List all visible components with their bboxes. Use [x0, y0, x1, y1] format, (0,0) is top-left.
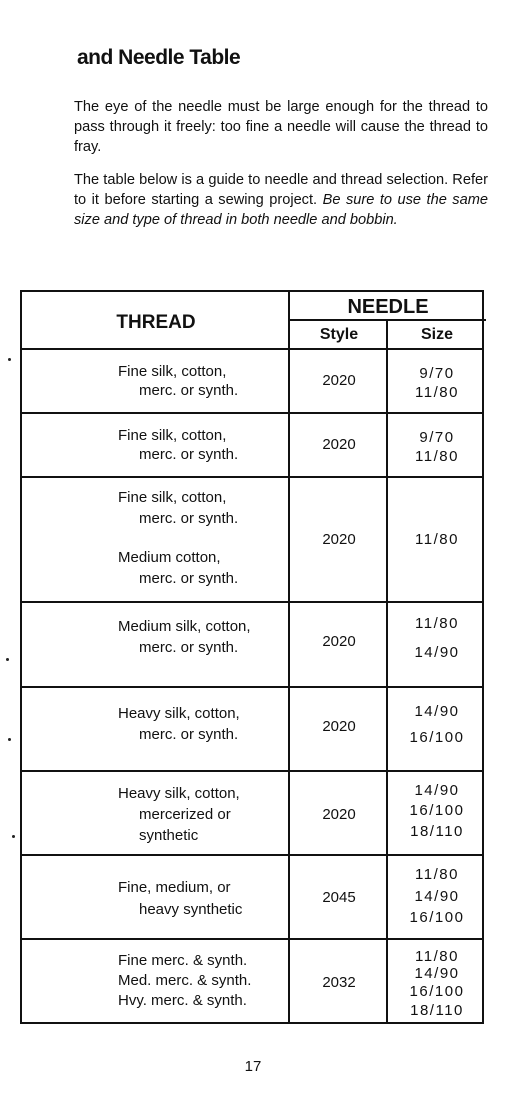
intro-paragraph: The eye of the needle must be large enough for the thread to pass through it freely: too fine a needle will cause the thread to fray.: [74, 99, 488, 155]
scan-speck: [6, 658, 9, 661]
needle-size: 14/90: [414, 644, 460, 661]
guide-text: The table below is a guide to needle and thread selection. Refer to it before starting a sewing project.: [74, 172, 488, 208]
needle-size: 14/90: [414, 888, 460, 905]
thread-line: Fine silk, cotton,: [118, 427, 227, 444]
needle-style: 2020: [322, 633, 356, 650]
page-title: and Needle Table: [77, 46, 241, 69]
header-style: Style: [319, 326, 359, 343]
needle-style: 2020: [322, 718, 356, 735]
header-needle-divider: [290, 319, 486, 321]
thread-line: Medium silk, cotton,: [118, 618, 251, 635]
thread-line: Heavy silk, cotton,: [118, 705, 240, 722]
thread-line: synthetic: [139, 827, 199, 844]
needle-size: 16/100: [409, 909, 465, 926]
thread-line: merc. or synth.: [139, 382, 239, 399]
row-divider: [22, 601, 482, 603]
page-number: 17: [244, 1058, 262, 1075]
thread-line: merc. or synth.: [139, 570, 239, 587]
needle-size: 16/100: [409, 729, 465, 746]
thread-line: Fine merc. & synth.: [118, 952, 248, 969]
header-size: Size: [420, 326, 453, 343]
needle-style: 2045: [322, 889, 356, 906]
row-divider: [22, 854, 482, 856]
thread-line: Medium cotton,: [118, 549, 221, 566]
needle-size: 16/100: [409, 802, 465, 819]
row-divider: [22, 686, 482, 688]
needle-thread-table: [20, 290, 484, 1024]
needle-size: 16/100: [409, 983, 465, 1000]
needle-size: 11/80: [415, 448, 459, 465]
needle-size: 9/70: [419, 429, 455, 446]
needle-size: 9/70: [419, 365, 455, 382]
needle-style: 2020: [322, 372, 356, 389]
guide-paragraph: [74, 170, 488, 230]
needle-style: 2020: [322, 531, 356, 548]
needle-size: 11/80: [415, 948, 459, 965]
needle-size: 14/90: [414, 703, 460, 720]
header-thread: THREAD: [116, 312, 196, 333]
guide-emphasis: Be sure to use the same size and type of thread in both needle and bobbin.: [74, 192, 488, 228]
scan-speck: [12, 835, 15, 838]
header-needle: NEEDLE: [347, 296, 429, 318]
thread-line: Fine silk, cotton,: [118, 489, 227, 506]
thread-line: merc. or synth.: [139, 726, 239, 743]
needle-size: 11/80: [415, 615, 459, 632]
thread-line: Med. merc. & synth.: [118, 972, 252, 989]
needle-size: 14/90: [414, 965, 460, 982]
thread-line: merc. or synth.: [139, 510, 239, 527]
row-divider: [22, 938, 482, 940]
needle-size: 18/110: [410, 1002, 464, 1019]
thread-line: Fine silk, cotton,: [118, 363, 227, 380]
scan-speck: [8, 738, 11, 741]
needle-size: 11/80: [415, 384, 459, 401]
needle-style: 2032: [322, 974, 356, 991]
thread-line: Fine, medium, or: [118, 879, 231, 896]
thread-line: Heavy silk, cotton,: [118, 785, 240, 802]
needle-style: 2020: [322, 436, 356, 453]
needle-style: 2020: [322, 806, 356, 823]
needle-size: 11/80: [415, 531, 459, 548]
row-divider: [22, 412, 482, 414]
scan-speck: [8, 358, 11, 361]
row-divider: [22, 476, 482, 478]
needle-size: 18/110: [410, 823, 464, 840]
needle-size: 11/80: [415, 866, 459, 883]
thread-line: Hvy. merc. & synth.: [118, 992, 247, 1009]
thread-line: mercerized or: [139, 806, 231, 823]
row-divider: [22, 770, 482, 772]
needle-size: 14/90: [414, 782, 460, 799]
row-divider: [22, 348, 482, 350]
thread-line: merc. or synth.: [139, 446, 239, 463]
thread-line: heavy synthetic: [139, 901, 243, 918]
thread-line: merc. or synth.: [139, 639, 239, 656]
